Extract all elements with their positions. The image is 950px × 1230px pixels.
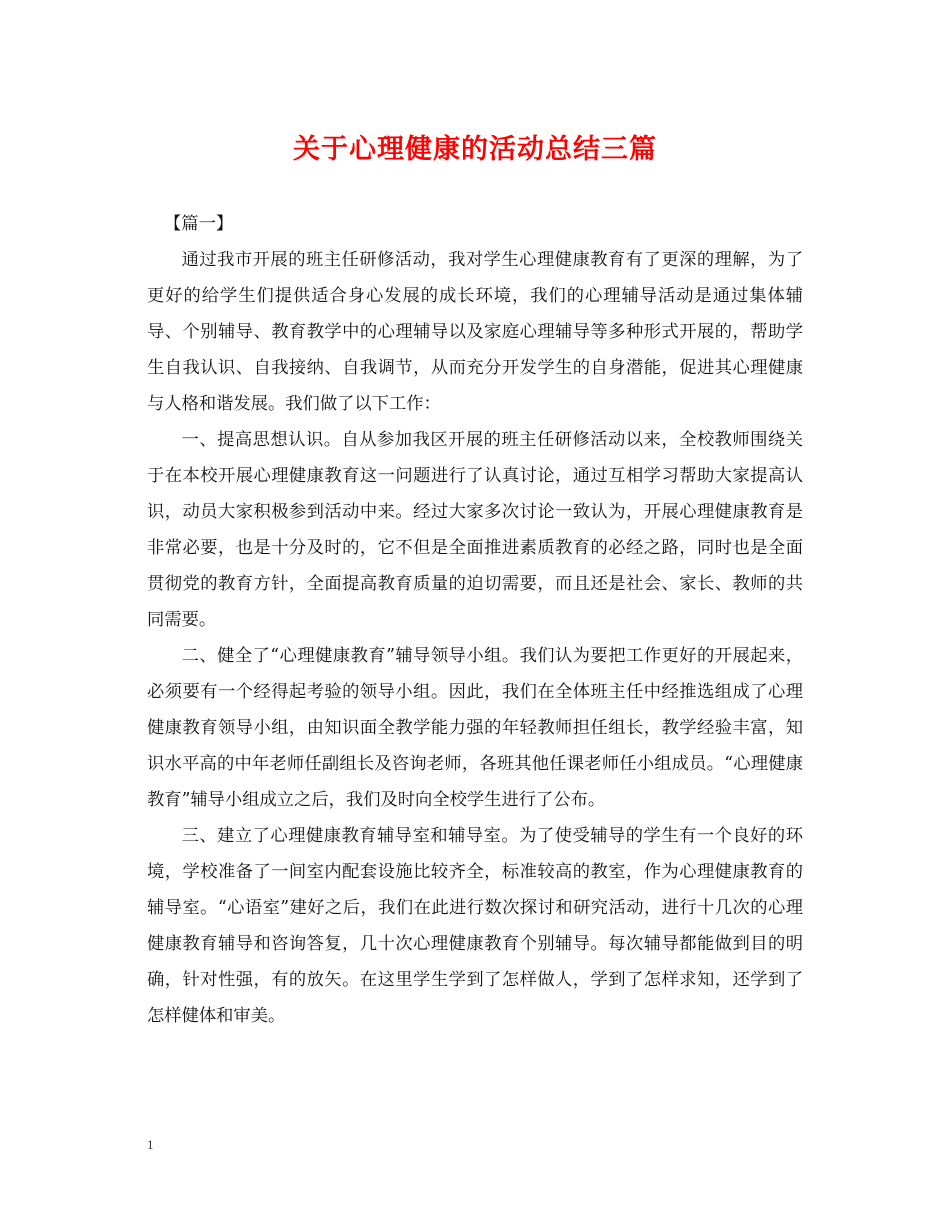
section-label: 【篇一】 (164, 214, 234, 234)
document-title: 关于心理健康的活动总结三篇 (293, 134, 657, 165)
paragraph-intro: 通过我市开展的班主任研修活动，我对学生心理健康教育有了更深的理解，为了更好的给学生们提供适合身心发展的成长环境，我们的心理辅导活动是通过集体辅导、个别辅导、教育教学中的心理辅导以及家庭心理辅导等多种形式开展的，帮助学生自我认识、自我接纳、自我调节，从而充分开发学生的自身潜能，促进其心理健康与人格和谐发展。我们做了以下工作： (147, 250, 803, 414)
paragraph-three: 三、建立了心理健康教育辅导室和辅导室。为了使受辅导的学生有一个良好的环境，学校准备了一间室内配套设施比较齐全，标准较高的教室，作为心理健康教育的辅导室。“心语室”建好之后，我们在此进行数次探讨和研究活动，进行十几次的心理健康教育辅导和咨询答复，几十次心理健康教育个别辅导。每次辅导都能做到目的明确，针对性强，有的放矢。在这里学生学到了怎样做人，学到了怎样求知，还学到了怎样健体和审美。 (147, 826, 803, 1026)
paragraph-one: 一、提高思想认识。自从参加我区开展的班主任研修活动以来，全校教师围绕关于在本校开展心理健康教育这一问题进行了认真讨论，通过互相学习帮助大家提高认识，动员大家积极参到活动中来。经过大家多次讨论一致认为，开展心理健康教育是非常必要，也是十分及时的，它不但是全面推进素质教育的必经之路，同时也是全面贯彻党的教育方针，全面提高教育质量的迫切需要，而且还是社会、家长、教师的共同需要。 (147, 430, 803, 630)
document-body (147, 206, 803, 1034)
page-number: 1 (147, 1137, 154, 1152)
paragraph-two: 二、健全了“心理健康教育”辅导领导小组。我们认为要把工作更好的开展起来，必须要有一个经得起考验的领导小组。因此，我们在全体班主任中经推选组成了心理健康教育领导小组，由知识面全教学能力强的年轻教师担任组长，教学经验丰富，知识水平高的中年老师任副组长及咨询老师，各班其他任课老师任小组成员。“心理健康教育”辅导小组成立之后，我们及时向全校学生进行了公布。 (147, 646, 803, 810)
